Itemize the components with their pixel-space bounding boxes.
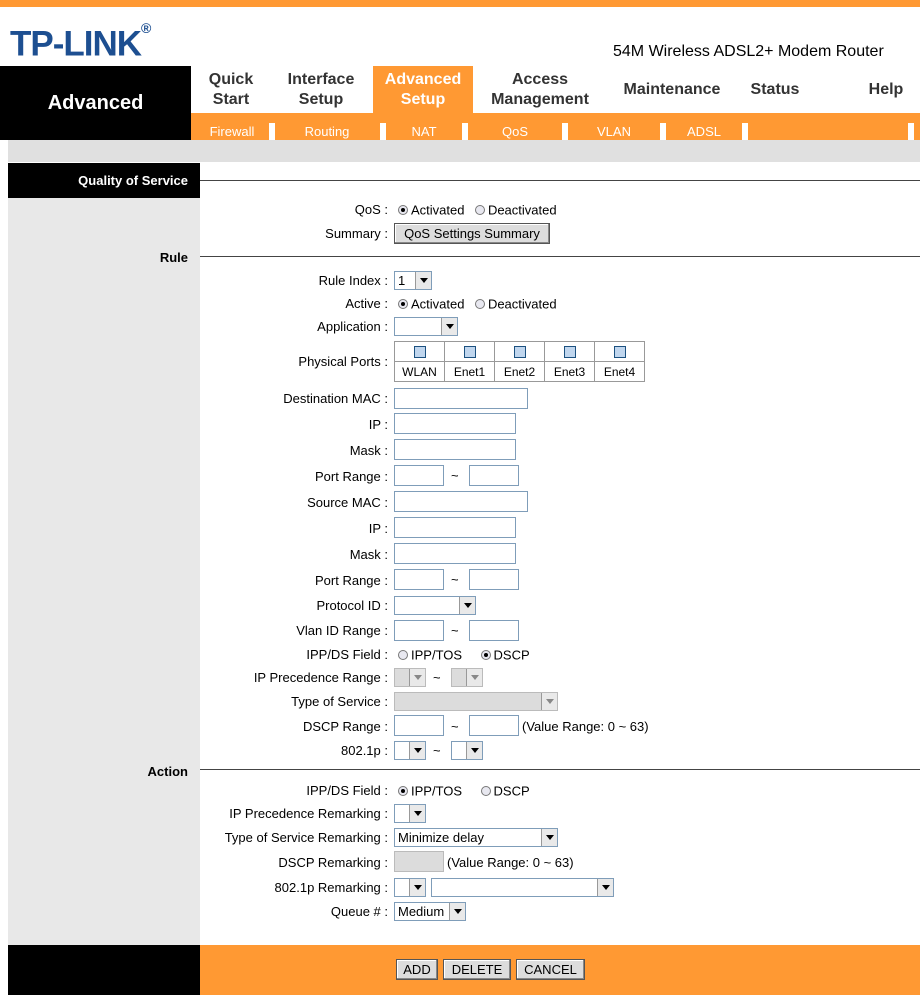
subtab-routing[interactable]: Routing	[275, 123, 379, 140]
port-label: Enet3	[545, 362, 595, 382]
top-accent-bar	[0, 0, 920, 7]
nav-tab-maintenance[interactable]: Maintenance	[623, 80, 721, 98]
gray-spacer	[8, 140, 920, 162]
ip-precedence-start-select[interactable]	[394, 668, 426, 687]
port-wlan-checkbox[interactable]	[414, 346, 426, 358]
8021p-remarking-select[interactable]	[394, 878, 426, 897]
destination-port-range-label: Port Range :	[315, 469, 388, 484]
8021p-remarking-label: 802.1p Remarking :	[274, 880, 388, 895]
dscp-range-start-input[interactable]	[394, 715, 444, 736]
destination-mask-input[interactable]	[394, 439, 516, 460]
dscp-range-note: (Value Range: 0 ~ 63)	[522, 719, 649, 734]
chevron-down-icon	[541, 829, 557, 846]
action-ippds-field-label: IPP/DS Field :	[306, 783, 388, 798]
chevron-down-icon	[466, 669, 482, 686]
source-mask-label: Mask :	[349, 547, 388, 562]
port-enet3-checkbox[interactable]	[564, 346, 576, 358]
chevron-down-icon	[441, 318, 457, 335]
destination-port-start-input[interactable]	[394, 465, 444, 486]
divider	[200, 256, 920, 257]
queue-select[interactable]: Medium	[394, 902, 466, 921]
tp-link-logo: TP-LINK®	[10, 20, 151, 64]
vlan-id-end-input[interactable]	[469, 620, 519, 641]
active-label: Active :	[345, 296, 388, 311]
destination-ip-label: IP :	[368, 417, 388, 432]
8021p-label: 802.1p :	[341, 743, 388, 758]
rule-ippds-radio-group: IPP/TOS DSCP	[398, 646, 530, 664]
chevron-down-icon	[466, 742, 482, 759]
dscp-range-end-input[interactable]	[469, 715, 519, 736]
tos-remarking-select[interactable]: Minimize delay	[394, 828, 558, 847]
type-of-service-select[interactable]	[394, 692, 558, 711]
action-ippds-radio-group: IPP/TOS DSCP	[398, 782, 530, 800]
subtab-firewall[interactable]: Firewall	[195, 123, 269, 140]
summary-label: Summary :	[325, 226, 388, 241]
source-port-end-input[interactable]	[469, 569, 519, 590]
left-column	[8, 198, 200, 945]
nav-tab-quick-start[interactable]: Quick Start	[208, 70, 254, 108]
port-label: Enet2	[495, 362, 545, 382]
subtab-vlan[interactable]: VLAN	[568, 123, 660, 140]
rule-section-label: Rule	[159, 250, 188, 265]
nav-tab-help[interactable]: Help	[868, 80, 904, 98]
physical-ports-label: Physical Ports :	[298, 354, 388, 369]
port-enet4-checkbox[interactable]	[614, 346, 626, 358]
rule-index-select[interactable]: 1	[394, 271, 432, 290]
chevron-down-icon	[459, 597, 475, 614]
chevron-down-icon	[597, 879, 613, 896]
range-separator: ~	[451, 719, 459, 734]
dscp-range-label: DSCP Range :	[302, 719, 388, 734]
source-port-start-input[interactable]	[394, 569, 444, 590]
source-mac-input[interactable]	[394, 491, 528, 512]
queue-label: Queue # :	[330, 904, 388, 919]
port-enet2-checkbox[interactable]	[514, 346, 526, 358]
nav-tab-advanced-setup[interactable]: Advanced Setup	[373, 66, 473, 113]
source-ip-input[interactable]	[394, 517, 516, 538]
qos-activated-radio[interactable]	[398, 205, 408, 215]
port-label: WLAN	[395, 362, 445, 382]
8021p-start-select[interactable]	[394, 741, 426, 760]
action-dscp-radio[interactable]	[481, 786, 491, 796]
dscp-remarking-note: (Value Range: 0 ~ 63)	[447, 855, 574, 870]
active-activated-radio[interactable]	[398, 299, 408, 309]
destination-mask-label: Mask :	[349, 443, 388, 458]
divider	[200, 769, 920, 770]
nav-tab-status[interactable]: Status	[750, 80, 800, 98]
add-button[interactable]: ADD	[396, 959, 438, 980]
range-separator: ~	[433, 743, 441, 758]
chevron-down-icon	[541, 693, 557, 710]
protocol-id-label: Protocol ID :	[316, 598, 388, 613]
nav-tab-access-management[interactable]: Access Management	[491, 70, 589, 108]
active-deactivated-radio[interactable]	[475, 299, 485, 309]
type-of-service-label: Type of Service :	[291, 694, 388, 709]
destination-mac-label: Destination MAC :	[283, 391, 388, 406]
ip-precedence-remarking-select[interactable]	[394, 804, 426, 823]
vlan-id-start-input[interactable]	[394, 620, 444, 641]
section-title: Advanced	[0, 66, 191, 140]
model-name: 54M Wireless ADSL2+ Modem Router	[613, 43, 884, 60]
chevron-down-icon	[409, 742, 425, 759]
page-header-qos: Quality of Service	[8, 163, 200, 198]
protocol-id-select[interactable]	[394, 596, 476, 615]
rule-index-label: Rule Index :	[318, 273, 388, 288]
rule-ippds-field-label: IPP/DS Field :	[306, 647, 388, 662]
destination-port-end-input[interactable]	[469, 465, 519, 486]
chevron-down-icon	[415, 272, 431, 289]
rule-ipp-tos-radio[interactable]	[398, 650, 408, 660]
subtab-nat[interactable]: NAT	[386, 123, 462, 140]
destination-ip-input[interactable]	[394, 413, 516, 434]
action-ipp-tos-radio[interactable]	[398, 786, 408, 796]
footer-left	[8, 945, 200, 995]
source-port-range-label: Port Range :	[315, 573, 388, 588]
ip-precedence-remarking-label: IP Precedence Remarking :	[229, 806, 388, 821]
source-ip-label: IP :	[368, 521, 388, 536]
application-label: Application :	[317, 319, 388, 334]
rule-dscp-radio[interactable]	[481, 650, 491, 660]
qos-deactivated-radio[interactable]	[475, 205, 485, 215]
8021p-end-select[interactable]	[451, 741, 483, 760]
source-mac-label: Source MAC :	[307, 495, 388, 510]
range-separator: ~	[451, 623, 459, 638]
port-label: Enet1	[445, 362, 495, 382]
nav-tab-interface-setup[interactable]: Interface Setup	[287, 70, 355, 108]
tos-remarking-label: Type of Service Remarking :	[224, 830, 388, 845]
vlan-id-range-label: Vlan ID Range :	[296, 623, 388, 638]
dscp-remarking-input[interactable]	[394, 851, 444, 872]
application-select[interactable]	[394, 317, 458, 336]
qos-settings-summary-button[interactable]: QoS Settings Summary	[394, 223, 550, 244]
physical-ports-table	[394, 341, 645, 382]
chevron-down-icon	[409, 805, 425, 822]
range-separator: ~	[451, 468, 459, 483]
chevron-down-icon	[409, 669, 425, 686]
cancel-button[interactable]: CANCEL	[516, 959, 585, 980]
qos-radio-group: Activated Deactivated	[398, 201, 557, 219]
qos-label: QoS :	[354, 202, 388, 217]
ip-precedence-range-label: IP Precedence Range :	[253, 670, 388, 685]
subtab-qos[interactable]: QoS	[468, 123, 562, 140]
port-label: Enet4	[595, 362, 645, 382]
divider	[200, 180, 920, 181]
action-section-label: Action	[147, 764, 188, 779]
chevron-down-icon	[409, 879, 425, 896]
port-enet1-checkbox[interactable]	[464, 346, 476, 358]
active-radio-group: Activated Deactivated	[398, 295, 557, 313]
8021p-remarking-desc-select[interactable]	[431, 878, 614, 897]
destination-mac-input[interactable]	[394, 388, 528, 409]
delete-button[interactable]: DELETE	[443, 959, 511, 980]
ip-precedence-end-select[interactable]	[451, 668, 483, 687]
source-mask-input[interactable]	[394, 543, 516, 564]
dscp-remarking-label: DSCP Remarking :	[278, 855, 388, 870]
chevron-down-icon	[449, 903, 465, 920]
subtab-adsl[interactable]: ADSL	[666, 123, 742, 140]
range-separator: ~	[433, 670, 441, 685]
range-separator: ~	[451, 572, 459, 587]
